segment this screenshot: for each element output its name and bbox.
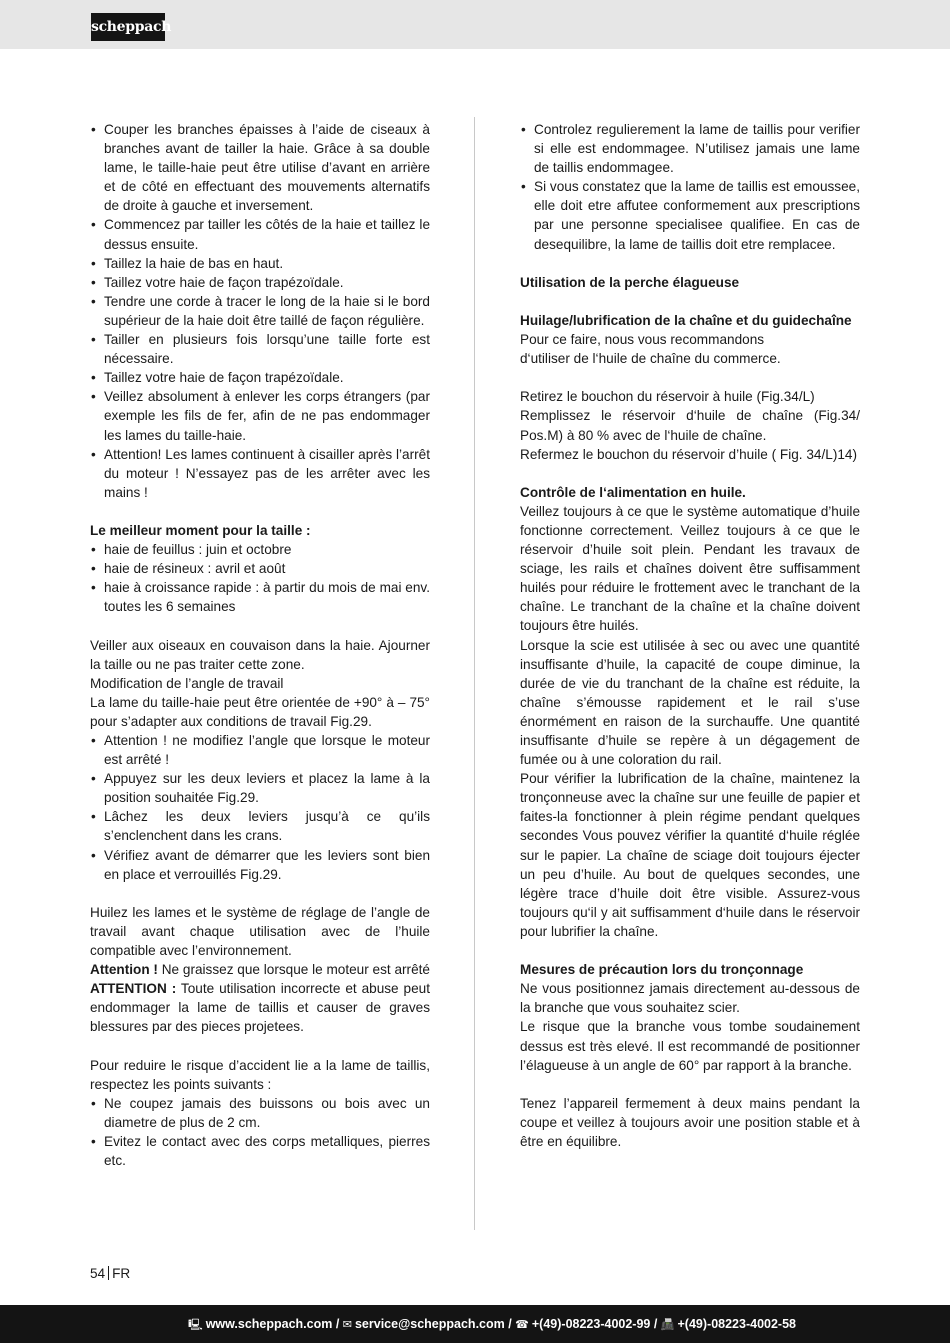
attention-label: Attention ! (90, 962, 158, 978)
list-item: • Commencez par tailler les côtés de la haie et taillez le dessus ensuite. (90, 215, 430, 253)
list-item: • Evitez le contact avec des corps metalliques, pierres etc. (90, 1132, 430, 1170)
attention-warning-text: Toute utilisation incorrecte et abuse peut endommager la lame de taillis et causer de graves blessures par des pieces projetees. (90, 981, 431, 1035)
blade-check-list (520, 120, 860, 254)
risk-list (90, 1094, 430, 1170)
list-item: • haie de résineux : avril et août (90, 559, 430, 578)
list-item: • Taillez votre haie de façon trapézoïdale. (90, 368, 430, 387)
attention-text: Ne graissez que lorsque le moteur est arrêté (157, 962, 430, 978)
oil-control-heading: Contrôle de l‘alimentation en huile. (520, 484, 746, 500)
close-cap-text: Refermez le bouchon du réservoir d’huile ( Fig. 34/L)14) (520, 446, 857, 462)
lubrication-heading: Huilage/lubrification de la chaîne et du guidechaîne (520, 312, 852, 328)
list-item: • haie à croissance rapide : à partir du mois de mai env. toutes les 6 semaines (90, 578, 430, 616)
list-item: • Lâchez les deux leviers jusqu’à ce qu’ils s’enclenchent dans les crans. (90, 807, 430, 845)
fax-icon: 📠 (660, 1319, 675, 1331)
phone-icon: ☎ (515, 1319, 529, 1331)
left-column (90, 120, 430, 1170)
precaution-paragraph: Ne vous positionnez jamais directement au-dessous de la branche que vous souhaitez scier. (520, 981, 860, 1016)
footer-separator: / (332, 1317, 343, 1331)
footer-separator: / (650, 1317, 661, 1331)
verify-lubrication-paragraph: Pour vérifier la lubrification de la chaîne, maintenez la tronçonneuse avec la chaîne sur une feuille de papier et faites-la fonctionner à plein régime pendant quelques secondes Vous pouvez vérifier la quantité d‘huile réglée sur le papier. La chaîne de sciage doit toujours éjecter un peu d’huile. Au bout de quelques secondes, une légère trace d’huile doit être visible. Assurez-vous toujours qu‘il y ait suffisamment d‘huile dans le réservoir pour lubrifier la chaîne. (520, 771, 860, 939)
list-item: • Attention ! ne modifiez l’angle que lorsque le moteur est arrêté ! (90, 731, 430, 769)
email-link[interactable]: service@scheppach.com (354, 1317, 505, 1331)
angle-list (90, 731, 430, 884)
birds-paragraph: Veiller aux oiseaux en couvaison dans la haie. Ajourner la taille ou ne pas traiter cette zone. (90, 637, 430, 672)
list-item: • Taillez votre haie de façon trapézoïdale. (90, 273, 430, 292)
list-item: • haie de feuillus : juin et octobre (90, 540, 430, 559)
list-item: • Ne coupez jamais des buissons ou bois avec un diametre de plus de 2 cm. (90, 1094, 430, 1132)
list-item: • Si vous constatez que la lame de taillis est emoussee, elle doit etre affutee conformement aux prescriptions par une personne specialisee qualifiee. En cas de desequilibre, la lame de taillis doit etre remplacee. (520, 177, 860, 253)
attention-note (90, 960, 430, 979)
hold-device-paragraph: Tenez l’appareil fermement à deux mains pendant la coupe et veillez à toujours avoir une position stable et à être en équilibre. (520, 1095, 860, 1149)
page-number (90, 1265, 130, 1283)
remove-cap-text: Retirez le bouchon du réservoir à huile (Fig.34/L) (520, 389, 815, 405)
list-item: • Taillez la haie de bas en haut. (90, 254, 430, 273)
mail-icon: ✉ (342, 1319, 352, 1331)
list-item: • Vérifiez avant de démarrer que les leviers sont bien en place et verrouillés Fig.29. (90, 846, 430, 884)
best-time-heading: Le meilleur moment pour la taille : (90, 522, 311, 538)
website-link[interactable]: www.scheppach.com (205, 1317, 333, 1331)
lubrication-line: d‘utiliser de l‘huile de chaîne du commerce. (520, 351, 781, 367)
best-time-list (90, 540, 430, 616)
list-item: • Tendre une corde à tracer le long de la haie si le bord supérieur de la haie doit être taillé de façon régulière. (90, 292, 430, 330)
contact-info (188, 1305, 796, 1344)
page-number-separator (108, 1266, 109, 1280)
right-column (520, 120, 860, 1151)
oil-paragraph: Huilez les lames et le système de réglage de l’angle de travail avant chaque utilisation avec de l’huile compatible avec l’environnement. (90, 904, 430, 959)
fax-number: +(49)-08223-4002-58 (677, 1317, 796, 1331)
oil-control-paragraph: Veillez toujours à ce que le système automatique d’huile fonctionne correctement. Veillez toujours à ce que le réservoir d’huile soit plein. Pendant les travaux de sciage, les rails et chaînes doivent être suffisamment huilés pour réduire le frottement avec le tranchant de la chaîne. Le tranchant de la chaîne et la chaîne doivent toujours être huilés. (520, 503, 860, 634)
list-item: • Couper les branches épaisses à l’aide de ciseaux à branches avant de tailler la haie. Grâce à sa double lame, le taille-haie peut être utilise d’avant en arrière et de côté en effectuant des mouvements alternatifs de droite à gauche et inversement. (90, 120, 430, 215)
risk-paragraph: Pour reduire le risque d’accident lie a la lame de taillis, respectez les points suivants : (90, 1057, 430, 1092)
hedge-trimming-list (90, 120, 430, 502)
page-number-value: 54 (90, 1266, 106, 1281)
footer-bar (0, 1305, 950, 1343)
precaution-paragraph: Le risque que la branche vous tombe soudainement dessus est très elevé. Il est recommandé de positionner l’élagueuse à un angle de 60° par rapport à la branche. (520, 1019, 860, 1073)
list-item: • Appuyez sur les deux leviers et placez la lame à la position souhaitée Fig.29. (90, 769, 430, 807)
angle-paragraph: La lame du taille-haie peut être orientée de +90° à – 75° pour s’adapter aux conditions de travail Fig.29. (90, 694, 430, 729)
computer-icon: 🖳 (188, 1319, 203, 1331)
list-item: • Attention! Les lames continuent à cisailler après l’arrêt du moteur ! N’essayez pas de les arrêter avec les mains ! (90, 445, 430, 502)
precaution-heading: Mesures de précaution lors du tronçonnage (520, 962, 804, 978)
list-item: • Controlez regulierement la lame de taillis pour verifier si elle est endommagee. N’utilisez jamais une lame de taillis endommagee. (520, 120, 860, 177)
phone-number: +(49)-08223-4002-99 (531, 1317, 651, 1331)
header-bar (0, 0, 950, 49)
list-item: • Tailler en plusieurs fois lorsqu’une taille forte est nécessaire. (90, 330, 430, 368)
column-divider (474, 117, 475, 1230)
attention-warning-label: ATTENTION : (90, 981, 177, 997)
lubrication-line: Pour ce faire, nous vous recommandons (520, 332, 765, 348)
footer-separator: / (504, 1317, 516, 1331)
list-item: • Veillez absolument à enlever les corps étrangers (par exemple les fils de fer, afin de ne pas endommager les lames du taille-haie. (90, 387, 430, 444)
pole-pruner-heading: Utilisation de la perche élagueuse (520, 274, 740, 290)
angle-heading: Modification de l’angle de travail (90, 675, 284, 691)
attention-warning (90, 979, 430, 1036)
fill-tank-text: Remplissez le réservoir d‘huile de chaîne (Fig.34/ Pos.M) à 80 % avec de l‘huile de chaîne. (520, 408, 860, 443)
scheppach-logo: scheppach (91, 13, 165, 41)
language-code: FR (112, 1266, 131, 1281)
insufficient-oil-paragraph: Lorsque la scie est utilisée à sec ou avec une quantité insuffisante d’huile, la capacité de coupe diminue, la durée de vie du tranchant de la chaîne est réduite, la chaîne s’émousse rapidement et le rail s’use énormément en raison de la surchauffe. Une quantité insuffisante d’huile se repère à un dégagement de fumée ou à une coloration du rail. (520, 637, 860, 768)
